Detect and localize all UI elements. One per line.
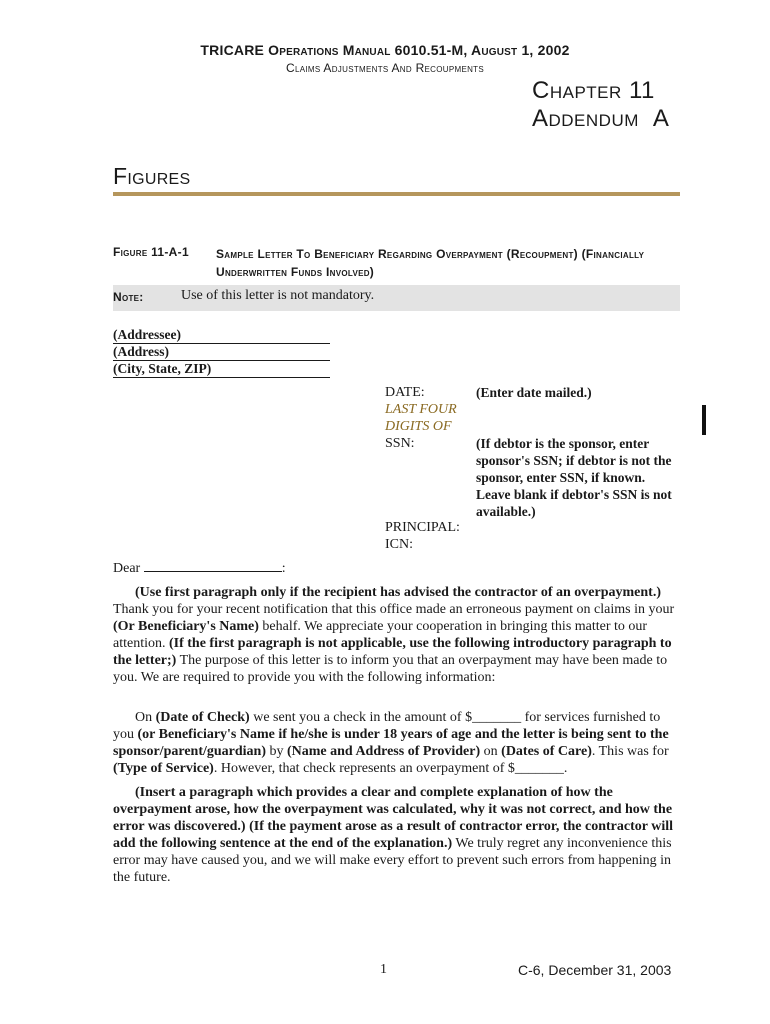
- instruction-text: (Dates of Care): [501, 744, 592, 759]
- figure-title: Sample Letter To Beneficiary Regarding Overpayment (Recoupment) (Financially Underwritten Funds Involved): [216, 247, 645, 279]
- salutation-dear: Dear: [113, 561, 141, 576]
- manual-title: TRICARE Operations Manual 6010.51-M, August 1, 2002: [200, 42, 570, 58]
- revision-date: C-6, December 31, 2003: [518, 962, 672, 978]
- instruction-text: (Name and Address of Provider): [287, 744, 481, 759]
- instruction-text: (Or Beneficiary's Name): [113, 619, 259, 634]
- change-bar: [702, 405, 706, 435]
- paragraph-check: [113, 709, 680, 777]
- address-field: (Address): [113, 344, 330, 361]
- city-state-zip-field: (City, State, ZIP): [113, 361, 330, 378]
- instruction-text: (Date of Check): [155, 710, 250, 725]
- instruction-text: (Insert a paragraph which provides a clear and complete explanation of how the overpayment arose, how the overpayment was calculated, why it was not correct, and how the error was discovered.) (If the payment arose as a result of contractor error, the contractor will add the following sentence at the end of the explanation.): [113, 785, 674, 851]
- ssn-label-line2: DIGITS OF: [385, 419, 452, 434]
- manual-subtitle: Claims Adjustments And Recoupments: [285, 61, 484, 75]
- body-text: . This was for: [591, 744, 669, 759]
- date-label: DATE:: [385, 385, 425, 400]
- body-text: Thank you for your recent notification that this office made an erroneous payment on claims in your: [113, 602, 675, 617]
- chapter-title: Chapter 11: [532, 77, 655, 104]
- note-label: Note:: [113, 290, 144, 304]
- instruction-text: (Use first paragraph only if the recipient has advised the contractor of an overpayment.): [135, 585, 661, 600]
- ssn-label-line1: LAST FOUR: [385, 402, 457, 417]
- date-value: (Enter date mailed.): [476, 385, 592, 400]
- paragraph-intro: [113, 584, 680, 686]
- addendum-word: Addendum: [532, 105, 639, 132]
- section-divider: [113, 192, 680, 196]
- body-text: on: [480, 744, 502, 759]
- instruction-text: (Type of Service): [113, 761, 214, 776]
- body-text: we sent you a check in the amount of $_______ for services furnished to you: [113, 710, 661, 742]
- body-text: . However, that check represents an overpayment of $_______.: [213, 761, 568, 776]
- instruction-text: (If the first paragraph is not applicable, use the following introductory paragraph to the letter;): [113, 636, 672, 668]
- body-text: by: [266, 744, 287, 759]
- salutation: [113, 560, 286, 577]
- paragraph-explanation: [113, 784, 680, 886]
- ssn-value: (If debtor is the sponsor, enter sponsor's SSN; if debtor is not the sponsor, enter SSN, if known. Leave blank if debtor's SSN is not available.): [476, 436, 672, 519]
- addendum-letter: A: [652, 105, 670, 132]
- section-title: Figures: [113, 163, 191, 189]
- note-text: Use of this letter is not mandatory.: [181, 288, 375, 303]
- body-text: We truly regret any inconvenience this error may have caused you, and we will make every effort to prevent such errors from happening in the future.: [113, 836, 672, 885]
- addendum-title: [532, 104, 669, 134]
- note-box: [113, 285, 680, 311]
- salutation-colon: :: [281, 561, 286, 576]
- icn-label: ICN:: [385, 537, 413, 552]
- ssn-label-line3: SSN:: [385, 436, 415, 451]
- page-number: 1: [380, 962, 387, 977]
- addressee-field: (Addressee): [113, 327, 330, 344]
- figure-label: Figure 11-A-1: [113, 245, 189, 259]
- body-text: On: [135, 710, 156, 725]
- body-text: The purpose of this letter is to inform you that an overpayment may have been made to you. We are required to provide you with the following information:: [113, 653, 668, 685]
- body-text: behalf. We appreciate your cooperation in bringing this matter to our attention.: [113, 619, 648, 651]
- salutation-blank: [144, 560, 282, 572]
- instruction-text: (or Beneficiary's Name if he/she is under 18 years of age and the letter is being sent to the sponsor/parent/guardian): [113, 727, 669, 759]
- principal-label: PRINCIPAL:: [385, 520, 460, 535]
